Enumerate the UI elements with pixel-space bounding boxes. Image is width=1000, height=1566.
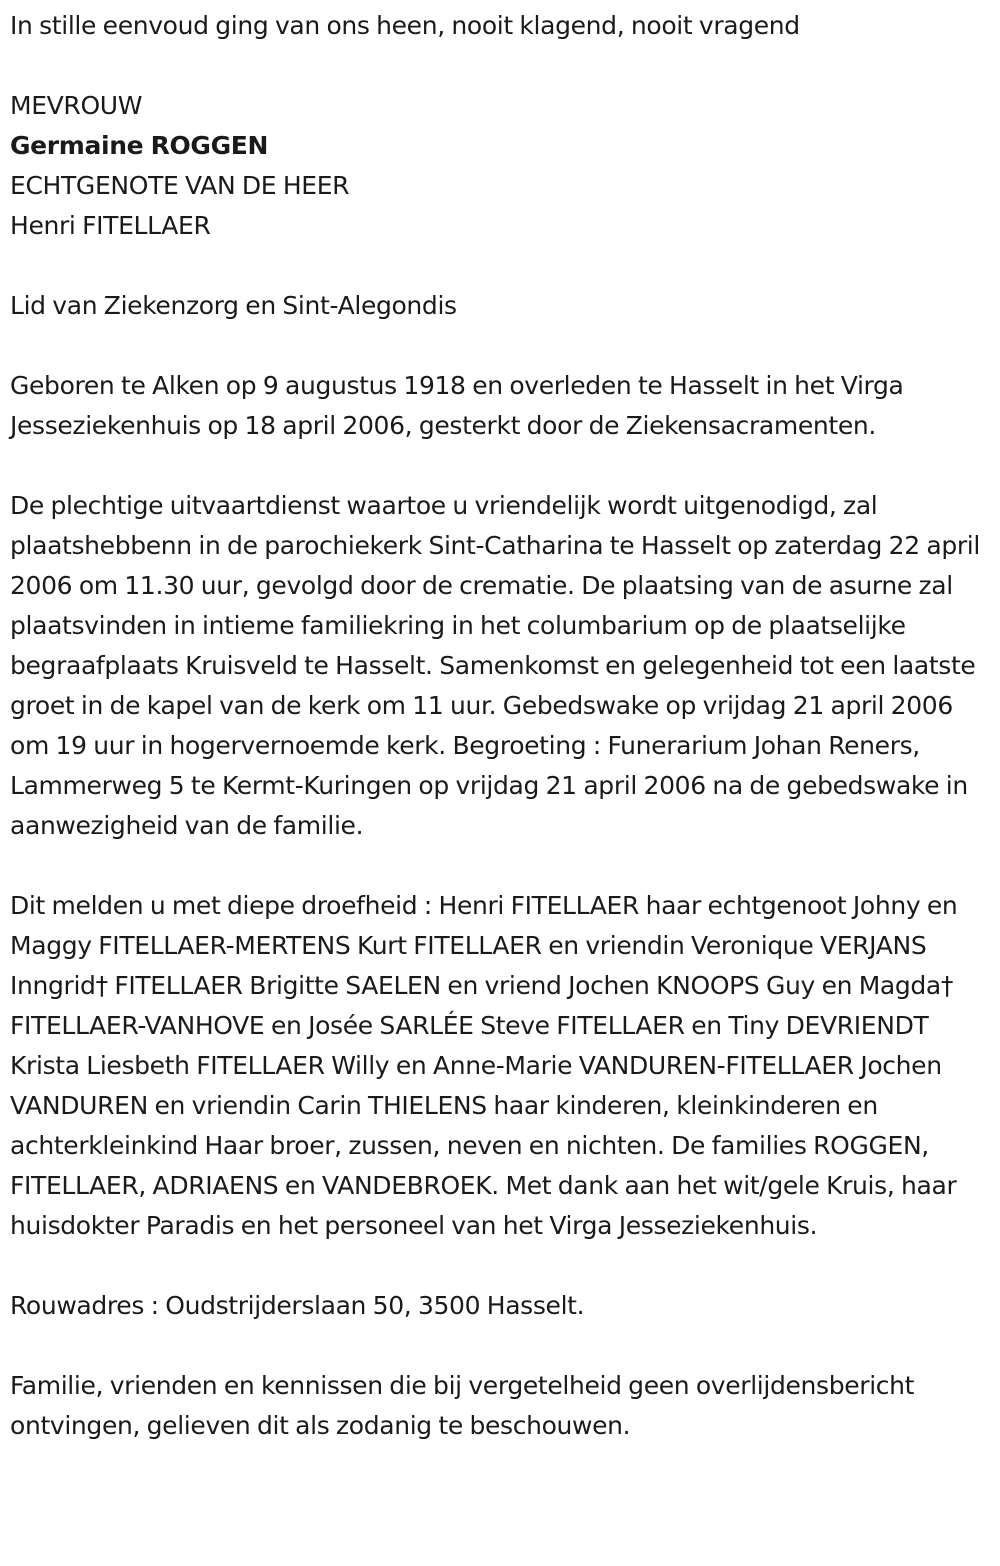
spacer (10, 326, 994, 366)
deceased-name: Germaine ROGGEN (10, 131, 269, 160)
closing-paragraph: Familie, vrienden en kennissen die bij vergetelheid geen overlijdensbericht ontvingen, gelieven dit als zodanig te beschouwen. (10, 1371, 915, 1440)
intro-line: In stille eenvoud ging van ons heen, nooit klagend, nooit vragend (10, 11, 800, 40)
spacer (10, 1326, 994, 1366)
spacer (10, 46, 994, 86)
obituary-text (10, 6, 994, 1446)
mourners-paragraph: Dit melden u met diepe droefheid : Henri FITELLAER haar echtgenoot Johny en Maggy FITELLAER-MERTENS Kurt FITELLAER en vriendin Veronique VERJANS Inngrid† FITELLAER Brigitte SAELEN en vriend Jochen KNOOPS Guy en Magda† FITELLAER-VANHOVE en Josée SARLÉE Steve FITELLAER en Tiny DEVRIENDT Krista Liesbeth FITELLAER Willy en Anne-Marie VANDUREN-FITELLAER Jochen VANDUREN en vriendin Carin THIELENS haar kinderen, kleinkinderen en achterkleinkind Haar broer, zussen, neven en nichten. De families ROGGEN, FITELLAER, ADRIAENS en VANDEBROEK. Met dank aan het wit/gele Kruis, haar huisdokter Paradis en het personeel van het Virga Jesseziekenhuis. (10, 891, 958, 1240)
spouse-name: Henri FITELLAER (10, 211, 211, 240)
spacer (10, 1246, 994, 1286)
spacer (10, 446, 994, 486)
funeral-paragraph: De plechtige uitvaartdienst waartoe u vriendelijk wordt uitgenodigd, zal plaatshebbenn in de parochiekerk Sint-Catharina te Hasselt op zaterdag 22 april 2006 om 11.30 uur, gevolgd door de crematie. De plaatsing van de asurne zal plaatsvinden in intieme familiekring in het columbarium op de plaatselijke begraafplaats Kruisveld te Hasselt. Samenkomst en gelegenheid tot een laatste groet in de kapel van de kerk om 11 uur. Gebedswake op vrijdag 21 april 2006 om 19 uur in hogervernoemde kerk. Begroeting : Funerarium Johan Reners, Lammerweg 5 te Kermt-Kuringen op vrijdag 21 april 2006 na de gebedswake in aanwezigheid van de familie. (10, 491, 980, 840)
spacer (10, 846, 994, 886)
spacer (10, 246, 994, 286)
mourning-address: Rouwadres : Oudstrijderslaan 50, 3500 Hasselt. (10, 1291, 585, 1320)
birth-death-paragraph: Geboren te Alken op 9 augustus 1918 en overleden te Hasselt in het Virga Jesseziekenhuis op 18 april 2006, gesterkt door de Ziekensacramenten. (10, 371, 904, 440)
relation-line: ECHTGENOTE VAN DE HEER (10, 171, 350, 200)
honorific-title: MEVROUW (10, 91, 143, 120)
membership-line: Lid van Ziekenzorg en Sint-Alegondis (10, 291, 457, 320)
